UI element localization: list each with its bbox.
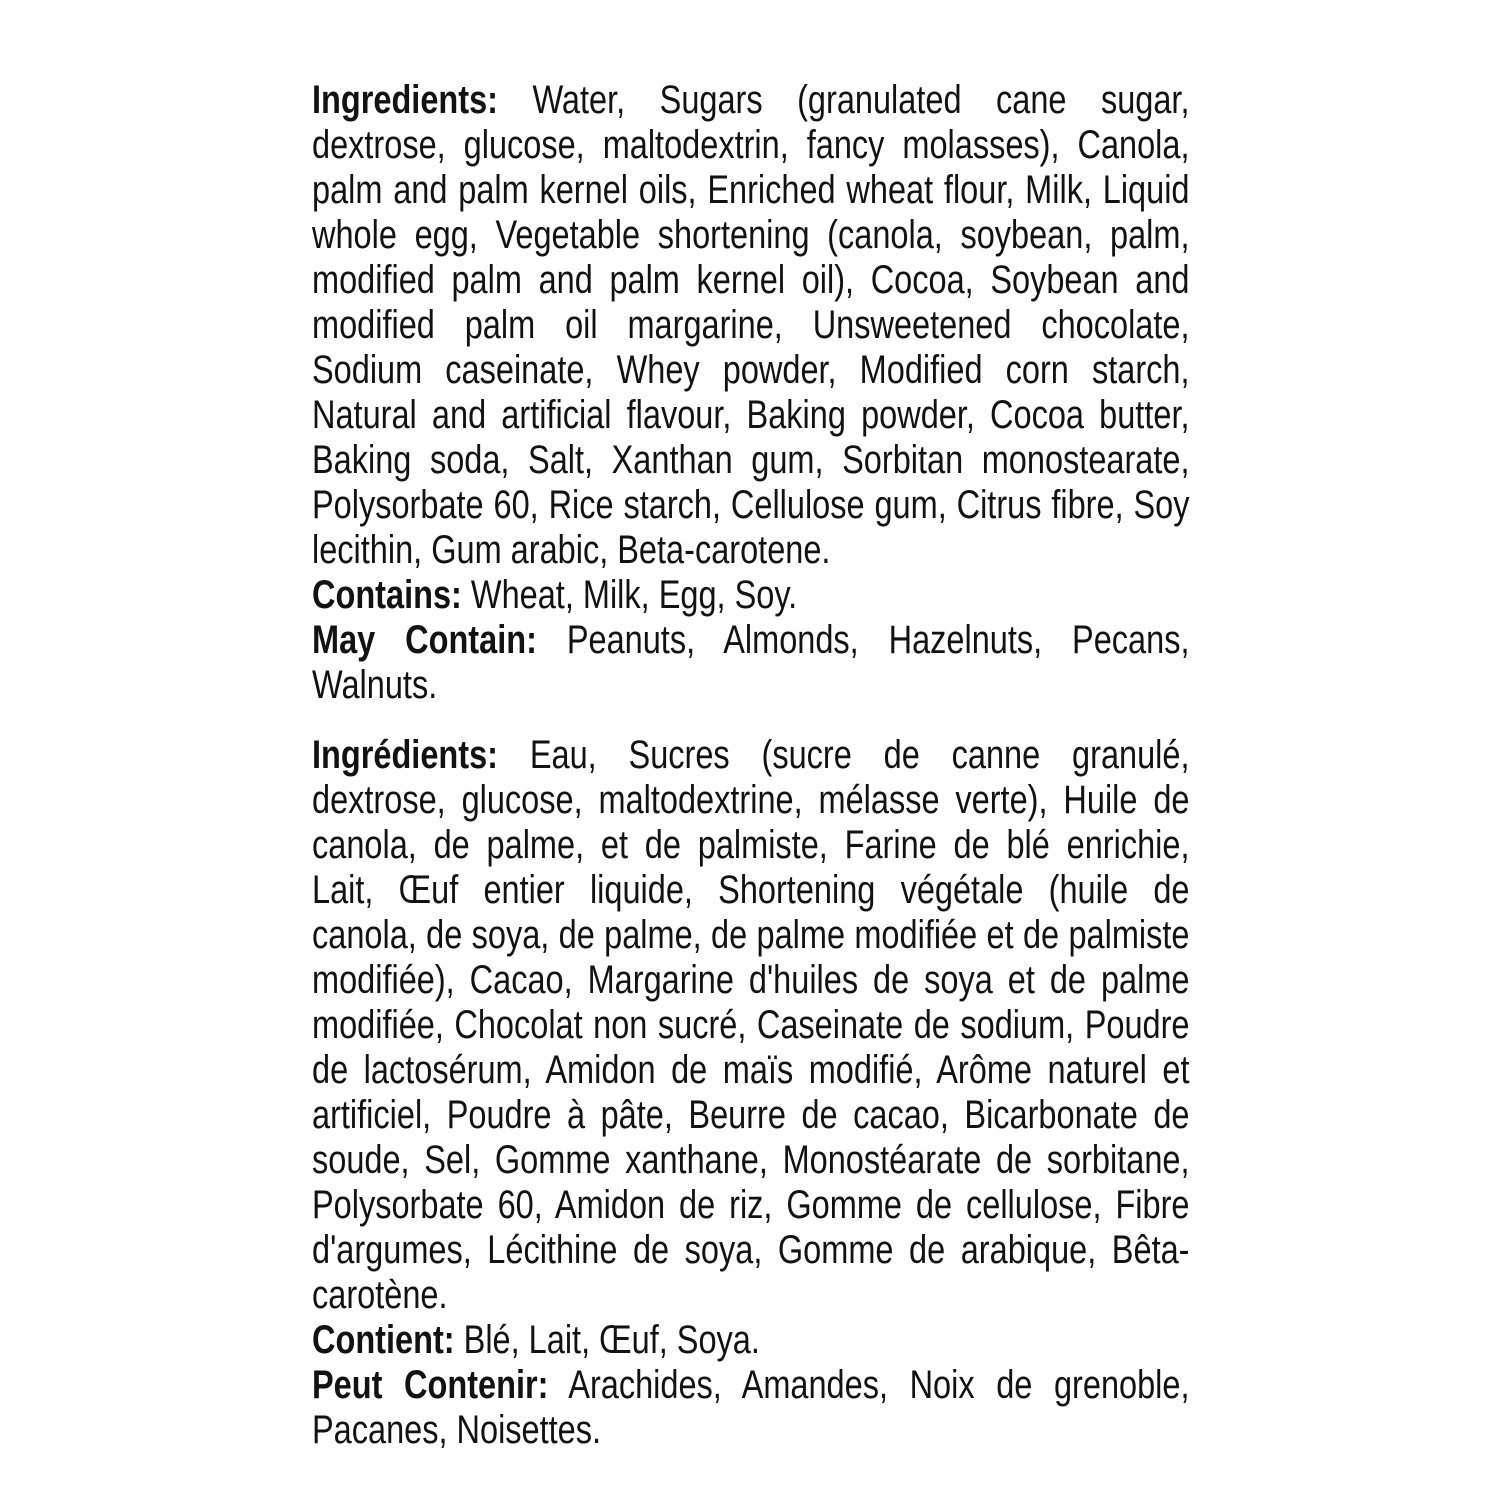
ingredients-text-block [312, 78, 1190, 1453]
contains-fr-paragraph [312, 1318, 1190, 1363]
may-contain-fr-heading: Peut Contenir: [312, 1363, 549, 1407]
may-contain-en-text: Peanuts, Almonds, Hazelnuts, Pecans, Walnuts. [312, 618, 1190, 707]
ingredients-fr-paragraph [312, 733, 1190, 1318]
ingredients-en-text: Water, Sugars (granulated cane sugar, dextrose, glucose, maltodextrin, fancy molasses), Canola, palm and palm kernel oils, Enriched wheat flour, Milk, Liquid whole egg, Vegetable shortening (canola, soybean, palm, modified palm and palm kernel oil), Cocoa, Soybean and modified palm oil margarine, Unsweetened chocolate, Sodium caseinate, Whey powder, Modified corn starch, Natural and artificial flavour, Baking powder, Cocoa butter, Baking soda, Salt, Xanthan gum, Sorbitan monostearate, Polysorbate 60, Rice starch, Cellulose gum, Citrus fibre, Soy lecithin, Gum arabic, Beta-carotene. [312, 78, 1190, 572]
ingredients-fr-heading: Ingrédients: [312, 733, 498, 777]
contains-en-text: Wheat, Milk, Egg, Soy. [470, 573, 798, 617]
contains-fr-heading: Contient: [312, 1318, 455, 1362]
may-contain-fr-paragraph [312, 1363, 1190, 1453]
ingredients-en-paragraph [312, 78, 1190, 573]
ingredients-en-heading: Ingredients: [312, 78, 498, 122]
may-contain-fr-text: Arachides, Amandes, Noix de grenoble, Pacanes, Noisettes. [312, 1363, 1190, 1452]
may-contain-en-paragraph [312, 618, 1190, 708]
ingredients-fr-text: Eau, Sucres (sucre de canne granulé, dextrose, glucose, maltodextrine, mélasse verte), Huile de canola, de palme, et de palmiste, Farine de blé enrichie, Lait, Œuf entier liquide, Shortening végétale (huile de canola, de soya, de palme, de palme modifiée et de palmiste modifiée), Cacao, Margarine d'huiles de soya et de palme modifiée, Chocolat non sucré, Caseinate de sodium, Poudre de lactosérum, Amidon de maïs modifié, Arôme naturel et artificiel, Poudre à pâte, Beurre de cacao, Bicarbonate de soude, Sel, Gomme xanthane, Monostéarate de sorbitane, Polysorbate 60, Amidon de riz, Gomme de cellulose, Fibre d'argumes, Lécithine de soya, Gomme de arabique, Bêta-carotène. [312, 733, 1190, 1317]
contains-fr-text: Blé, Lait, Œuf, Soya. [463, 1318, 760, 1362]
contains-en-paragraph [312, 573, 1190, 618]
may-contain-en-heading: May Contain: [312, 618, 537, 662]
contains-en-heading: Contains: [312, 573, 462, 617]
